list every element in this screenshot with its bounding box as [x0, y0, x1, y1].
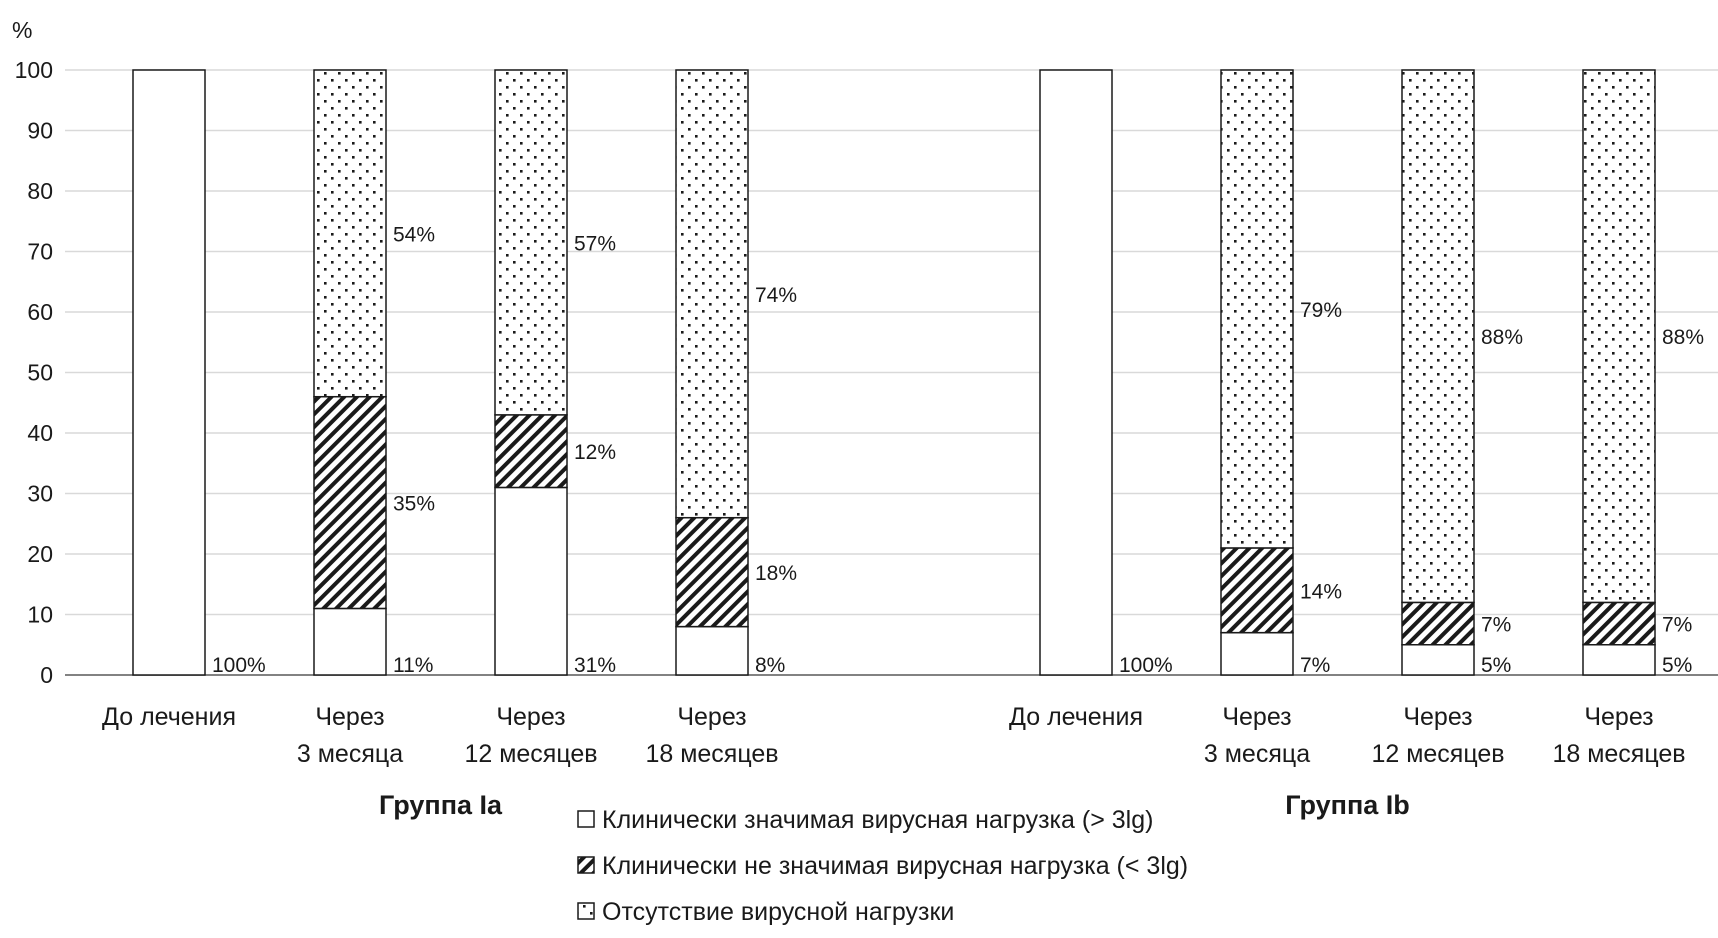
bar-g1-c3-s2: [495, 415, 567, 488]
y-unit-label: %: [12, 17, 33, 43]
y-tick-label-80: 80: [27, 178, 53, 204]
data-label-g1-c4-s1: 8%: [755, 654, 786, 677]
bar-g1-c3-s1: [495, 487, 567, 675]
category-label-g2-c4-l1: Через: [1584, 703, 1654, 731]
category-label-g2-c1-l1: До лечения: [1009, 703, 1143, 731]
y-tick-label-50: 50: [27, 359, 53, 386]
data-label-g2-c2-s2: 14%: [1300, 580, 1343, 604]
bar-g1-c2-s2: [314, 397, 386, 609]
legend-swatch-white: [578, 811, 594, 827]
bar-g1-c2-s3: [314, 70, 386, 397]
legend-label-2: Клинически не значимая вирусная нагрузка (< 3lg): [602, 852, 1189, 880]
bar-g1-c3-s3: [495, 70, 567, 415]
category-label-g1-c3-l1: Через: [496, 703, 566, 731]
y-tick-label-30: 30: [27, 480, 53, 507]
bar-g2-c2-s2: [1221, 548, 1293, 633]
data-label-g2-c2-s1: 7%: [1300, 654, 1331, 677]
category-label-g2-c4-l2: 18 месяцев: [1552, 740, 1686, 768]
y-axis-ticks: [15, 57, 53, 688]
data-label-g2-c4-s2: 7%: [1662, 613, 1693, 637]
category-label-g2-c3-l1: Через: [1403, 703, 1473, 731]
data-label-g2-c3-s3: 88%: [1481, 326, 1524, 350]
data-labels: [212, 223, 1704, 677]
y-tick-label-70: 70: [27, 238, 53, 265]
legend-swatch-dots: [578, 903, 594, 919]
category-label-g2-c2-l2: 3 месяца: [1203, 740, 1311, 768]
category-label-g1-c2-l2: 3 месяца: [296, 740, 404, 768]
bar-g1-c1-s1: [133, 70, 205, 675]
bar-g1-c2-s1: [314, 608, 386, 675]
data-label-g1-c3-s2: 12%: [574, 441, 617, 465]
data-label-g1-c2-s2: 35%: [393, 492, 436, 516]
bar-g1-c4-s1: [676, 627, 748, 675]
data-label-g1-c3-s3: 57%: [574, 232, 617, 256]
category-label-g1-c4-l2: 18 месяцев: [645, 740, 779, 768]
group-label-1: Группа Ia: [378, 790, 503, 820]
data-label-g2-c4-s1: 5%: [1662, 654, 1693, 677]
data-label-g2-c4-s3: 88%: [1662, 326, 1705, 350]
y-tick-label-100: 100: [14, 57, 53, 83]
data-label-g2-c3-s1: 5%: [1481, 654, 1512, 677]
y-tick-label-0: 0: [40, 662, 53, 688]
y-tick-label-90: 90: [27, 117, 53, 144]
data-label-g1-c3-s1: 31%: [574, 654, 617, 677]
category-labels: [102, 703, 1686, 768]
legend-swatch-diagonal-hatch: [578, 857, 594, 873]
data-label-g1-c4-s2: 18%: [755, 562, 798, 586]
data-label-g2-c2-s3: 79%: [1300, 298, 1343, 322]
bar-g2-c1-s1: [1040, 70, 1112, 675]
legend-label-1: Клинически значимая вирусная нагрузка (> 3lg): [602, 806, 1154, 834]
category-label-g1-c4-l1: Через: [677, 703, 747, 731]
bar-g2-c3-s3: [1402, 70, 1474, 602]
data-label-g1-c2-s1: 11%: [393, 654, 434, 677]
y-tick-label-60: 60: [27, 299, 53, 325]
category-label-g1-c2-l1: Через: [315, 703, 385, 731]
legend-label-3: Отсутствие вирусной нагрузки: [602, 898, 955, 926]
category-label-g2-c3-l2: 12 месяцев: [1371, 740, 1505, 768]
y-tick-label-40: 40: [27, 420, 53, 446]
category-label-g1-c3-l2: 12 месяцев: [464, 740, 598, 768]
bar-g2-c4-s2: [1583, 602, 1655, 644]
data-label-g1-c1-s1: 100%: [212, 654, 266, 677]
group-label-2: Группа Ib: [1285, 790, 1410, 820]
y-tick-label-10: 10: [27, 601, 53, 628]
bar-g2-c3-s1: [1402, 645, 1474, 675]
bar-g2-c3-s2: [1402, 602, 1474, 644]
bar-g1-c4-s3: [676, 70, 748, 518]
bar-g1-c4-s2: [676, 518, 748, 627]
data-label-g2-c3-s2: 7%: [1481, 613, 1512, 637]
bar-g2-c2-s3: [1221, 70, 1293, 548]
bar-g2-c4-s3: [1583, 70, 1655, 602]
data-label-g1-c4-s3: 74%: [755, 283, 798, 307]
bar-g2-c4-s1: [1583, 645, 1655, 675]
data-label-g2-c1-s1: 100%: [1119, 654, 1173, 677]
legend: [578, 806, 1188, 926]
category-label-g1-c1-l1: До лечения: [102, 703, 236, 731]
data-label-g1-c2-s3: 54%: [393, 223, 436, 247]
category-label-g2-c2-l1: Через: [1222, 703, 1292, 731]
y-tick-label-20: 20: [27, 541, 53, 567]
bar-g2-c2-s1: [1221, 633, 1293, 675]
